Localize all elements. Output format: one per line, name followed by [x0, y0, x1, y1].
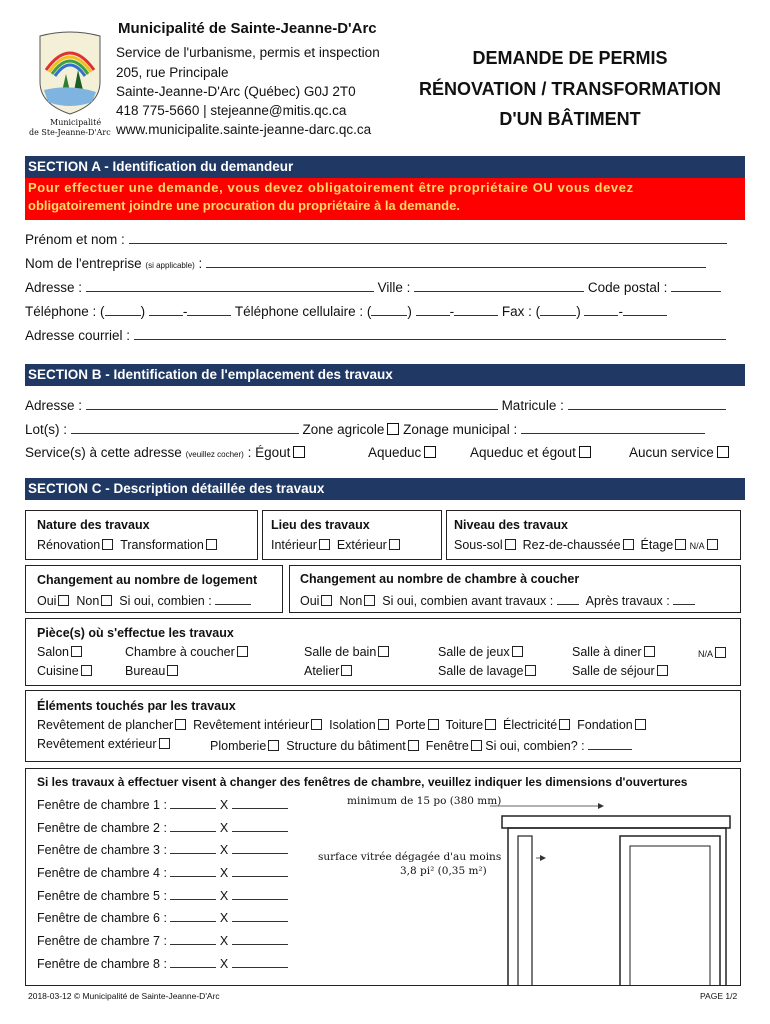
- adresse-b-label: Adresse :: [25, 398, 83, 413]
- fenetre-checkbox[interactable]: [471, 740, 482, 751]
- chambre-non-label: Non: [339, 594, 363, 608]
- egout-label: : Égout: [247, 445, 291, 460]
- entreprise-note: (si applicable): [145, 261, 195, 270]
- nature-options: [37, 538, 217, 552]
- salle-sejour-checkbox[interactable]: [657, 665, 668, 676]
- chambre-change-title: Changement au nombre de chambre à coucher: [300, 572, 580, 586]
- niveau-title: Niveau des travaux: [454, 518, 568, 532]
- telephone-input-1[interactable]: [149, 303, 183, 316]
- services-note: (veuillez cocher): [185, 450, 244, 459]
- logement-combien-label: Si oui, combien :: [119, 594, 212, 608]
- porte-checkbox[interactable]: [428, 719, 439, 730]
- zone-agricole-checkbox[interactable]: [387, 423, 399, 435]
- window-height-input[interactable]: [232, 796, 288, 809]
- window-width-input[interactable]: [170, 909, 216, 922]
- services-row: [25, 445, 305, 460]
- warning-line-2: obligatoirement joindre une procuration du propriétaire à la demande.: [28, 198, 460, 213]
- window-width-input[interactable]: [170, 819, 216, 832]
- logement-options: [37, 592, 251, 608]
- adresse-b-input[interactable]: [86, 397, 498, 410]
- window-x: X: [219, 820, 229, 835]
- form-title-3: D'UN BÂTIMENT: [499, 109, 641, 129]
- salle-diner-option: [572, 645, 655, 659]
- salon-label: Salon: [37, 645, 69, 659]
- window-height-input[interactable]: [232, 955, 288, 968]
- aqueduc-egout-option: [470, 445, 591, 460]
- pieces-na-checkbox[interactable]: [715, 647, 726, 658]
- address-line-1: 205, rue Principale: [116, 65, 229, 80]
- logement-title: Changement au nombre de logement: [37, 573, 258, 587]
- chambre-apres-label: Après travaux :: [585, 594, 670, 608]
- toiture-label: Toiture: [445, 718, 484, 732]
- aqueduc-checkbox[interactable]: [424, 446, 436, 458]
- isolation-label: Isolation: [329, 718, 376, 732]
- rev-exterieur-label: Revêtement extérieur: [37, 737, 157, 751]
- telephone-label: Téléphone : (: [25, 304, 105, 319]
- municipality-name: Municipalité de Sainte-Jeanne-D'Arc: [118, 20, 377, 37]
- aqueduc-label: Aqueduc: [368, 445, 422, 460]
- cuisine-option: [37, 664, 92, 678]
- rez-label: Rez-de-chaussée: [522, 538, 621, 552]
- window-diagram: [490, 796, 740, 986]
- structure-label: Structure du bâtiment: [286, 739, 406, 753]
- salle-bain-checkbox[interactable]: [378, 646, 389, 657]
- adresse-a-label: Adresse :: [25, 280, 83, 295]
- code-postal-input[interactable]: [671, 279, 721, 292]
- diagram-surface-label-1: surface vitrée dégagée d'au moins: [318, 851, 502, 863]
- matricule-input[interactable]: [568, 397, 726, 410]
- adresse-a-input[interactable]: [86, 279, 374, 292]
- isolation-checkbox[interactable]: [378, 719, 389, 730]
- fenetre-combien-label: Si oui, combien? :: [485, 739, 585, 753]
- window-row-label: Fenêtre de chambre 6 :: [37, 911, 167, 926]
- atelier-label: Atelier: [304, 664, 340, 678]
- aucun-service-label: Aucun service: [629, 445, 714, 460]
- logement-oui-checkbox[interactable]: [58, 595, 69, 606]
- municipal-logo: [30, 30, 110, 120]
- aqueduc-egout-checkbox[interactable]: [579, 446, 591, 458]
- interieur-checkbox[interactable]: [319, 539, 330, 550]
- salle-diner-checkbox[interactable]: [644, 646, 655, 657]
- rev-plancher-label: Revêtement de plancher: [37, 718, 174, 732]
- pieces-na-option: [698, 646, 726, 660]
- window-rows: [37, 796, 288, 978]
- window-x: X: [219, 866, 229, 881]
- toiture-checkbox[interactable]: [485, 719, 496, 730]
- service-name: Service de l'urbanisme, permis et inspection: [116, 45, 380, 60]
- entreprise-input[interactable]: [206, 255, 706, 268]
- logement-oui-label: Oui: [37, 594, 57, 608]
- rev-interieur-label: Revêtement intérieur: [193, 718, 310, 732]
- window-height-input[interactable]: [232, 841, 288, 854]
- sous-sol-checkbox[interactable]: [505, 539, 516, 550]
- window-height-input[interactable]: [232, 932, 288, 945]
- aqueduc-option: [368, 445, 436, 460]
- renovation-label: Rénovation: [37, 538, 101, 552]
- website-link[interactable]: www.municipalite.sainte-jeanne-darc.qc.ca: [116, 122, 372, 137]
- zonage-label: Zonage municipal :: [403, 422, 518, 437]
- fondation-checkbox[interactable]: [635, 719, 646, 730]
- fax-label: Fax : (: [501, 304, 541, 319]
- warning-banner: [25, 178, 745, 220]
- logo-caption-1: Municipalité: [50, 118, 102, 127]
- diagram-min-label: minimum de 15 po (380 mm): [347, 795, 502, 807]
- window-x: X: [219, 798, 229, 812]
- window-row-label: Fenêtre de chambre 3 :: [37, 843, 167, 858]
- window-row-label: Fenêtre de chambre 1 :: [37, 798, 167, 812]
- window-x: X: [219, 911, 229, 926]
- adresse-b-row: [25, 397, 726, 413]
- cuisine-label: Cuisine: [37, 664, 79, 678]
- page-number: PAGE 1/2: [700, 991, 738, 1001]
- salle-lavage-label: Salle de lavage: [438, 664, 524, 678]
- salle-lavage-checkbox[interactable]: [525, 665, 536, 676]
- chambre-change-options: [300, 592, 695, 608]
- salle-lavage-option: [438, 664, 536, 678]
- interieur-label: Intérieur: [271, 538, 317, 552]
- window-height-input[interactable]: [232, 864, 288, 877]
- plomberie-label: Plomberie: [210, 739, 267, 753]
- zone-agricole-label: Zone agricole: [302, 422, 385, 437]
- fenetre-combien-input[interactable]: [588, 737, 632, 750]
- window-row-label: Fenêtre de chambre 7 :: [37, 934, 167, 949]
- electricite-checkbox[interactable]: [559, 719, 570, 730]
- chambre-oui-checkbox[interactable]: [321, 595, 332, 606]
- lots-input[interactable]: [71, 421, 299, 434]
- plomberie-checkbox[interactable]: [268, 740, 279, 751]
- window-row-label: Fenêtre de chambre 5 :: [37, 888, 167, 903]
- window-height-input[interactable]: [232, 887, 288, 900]
- chambre-checkbox[interactable]: [237, 646, 248, 657]
- pieces-title: Pièce(s) où s'effectue les travaux: [37, 626, 234, 640]
- window-width-input[interactable]: [170, 955, 216, 968]
- lots-row: [25, 421, 705, 437]
- lieu-options: [271, 538, 400, 552]
- prenom-row: [25, 231, 727, 247]
- atelier-option: [304, 664, 352, 678]
- elements-row-2b: [210, 737, 632, 753]
- courriel-row: [25, 327, 726, 343]
- warning-line-1: Pour effectuer une demande, vous devez obligatoirement être propriétaire OU vous devez: [28, 180, 634, 195]
- chambre-non-checkbox[interactable]: [364, 595, 375, 606]
- entreprise-label: Nom de l'entreprise: [25, 256, 142, 271]
- renovation-checkbox[interactable]: [102, 539, 113, 550]
- chambre-option: [125, 645, 248, 659]
- code-postal-label: Code postal :: [587, 280, 668, 295]
- salle-jeux-option: [438, 645, 523, 659]
- cellulaire-input-1[interactable]: [416, 303, 450, 316]
- entreprise-row: Nom de l'entreprise (si applicable) :: [25, 255, 706, 271]
- salle-sejour-option: [572, 664, 668, 678]
- salle-diner-label: Salle à diner: [572, 645, 642, 659]
- form-title-2: RÉNOVATION / TRANSFORMATION: [419, 79, 721, 99]
- elements-row-1: [37, 718, 646, 732]
- electricite-label: Électricité: [502, 718, 558, 732]
- cellulaire-input-2[interactable]: [454, 303, 498, 316]
- window-width-input[interactable]: [170, 932, 216, 945]
- zonage-input[interactable]: [521, 421, 705, 434]
- salle-bain-label: Salle de bain: [304, 645, 377, 659]
- logement-combien-input[interactable]: [215, 592, 251, 605]
- transformation-checkbox[interactable]: [206, 539, 217, 550]
- egout-checkbox[interactable]: [293, 446, 305, 458]
- window-row: [37, 864, 288, 887]
- fondation-label: Fondation: [577, 718, 633, 732]
- pieces-na-label: N/A: [698, 649, 714, 659]
- window-width-input[interactable]: [170, 841, 216, 854]
- courriel-input[interactable]: [134, 327, 726, 340]
- salle-jeux-label: Salle de jeux: [438, 645, 510, 659]
- chambre-oui-label: Oui: [300, 594, 320, 608]
- cellulaire-area-input[interactable]: [371, 303, 407, 316]
- window-row: [37, 909, 288, 932]
- nature-title: Nature des travaux: [37, 518, 150, 532]
- ville-input[interactable]: [414, 279, 584, 292]
- niveau-options: [454, 538, 718, 552]
- telephone-area-input[interactable]: [105, 303, 141, 316]
- windows-title: Si les travaux à effectuer visent à changer des fenêtres de chambre, veuillez indiquer les dimensions d'ouvertures: [37, 775, 688, 789]
- rev-exterieur-checkbox[interactable]: [159, 738, 170, 749]
- window-x: X: [219, 888, 229, 903]
- window-row: [37, 819, 288, 842]
- section-b-header: SECTION B - Identification de l'emplacement des travaux: [25, 364, 745, 386]
- lieu-title: Lieu des travaux: [271, 518, 370, 532]
- logement-non-label: Non: [76, 594, 100, 608]
- salon-option: [37, 645, 82, 659]
- niveau-na-checkbox[interactable]: [707, 539, 718, 550]
- telephone-row: Téléphone : ( ) - Téléphone cellulaire : ( ) - Fax : ( ) -: [25, 303, 667, 319]
- etage-label: Étage: [640, 538, 674, 552]
- atelier-checkbox[interactable]: [341, 665, 352, 676]
- window-row: [37, 887, 288, 910]
- section-a-header: SECTION A - Identification du demandeur: [25, 156, 745, 178]
- cuisine-checkbox[interactable]: [81, 665, 92, 676]
- window-row: [37, 932, 288, 955]
- prenom-label: Prénom et nom :: [25, 232, 125, 247]
- exterieur-checkbox[interactable]: [389, 539, 400, 550]
- section-c-header: SECTION C - Description détaillée des travaux: [25, 478, 745, 500]
- window-row-label: Fenêtre de chambre 8 :: [37, 956, 167, 971]
- aucun-service-checkbox[interactable]: [717, 446, 729, 458]
- chambre-avant-label: Si oui, combien avant travaux :: [382, 594, 554, 608]
- window-row: [37, 841, 288, 864]
- logement-non-checkbox[interactable]: [101, 595, 112, 606]
- window-height-input[interactable]: [232, 909, 288, 922]
- window-row: [37, 955, 288, 978]
- courriel-label: Adresse courriel :: [25, 328, 131, 343]
- crest-icon: [30, 30, 110, 120]
- form-title-1: DEMANDE DE PERMIS: [472, 48, 668, 68]
- services-label: Service(s) à cette adresse: [25, 445, 182, 460]
- window-row-label: Fenêtre de chambre 2 :: [37, 820, 167, 835]
- bureau-option: [125, 664, 178, 678]
- aucun-service-option: [629, 445, 729, 460]
- chambre-apres-input[interactable]: [673, 592, 695, 605]
- lots-label: Lot(s) :: [25, 422, 68, 437]
- telephone-input-2[interactable]: [187, 303, 231, 316]
- window-x: X: [219, 843, 229, 858]
- prenom-input[interactable]: [129, 231, 727, 244]
- ville-label: Ville :: [377, 280, 411, 295]
- transformation-label: Transformation: [120, 538, 204, 552]
- rev-plancher-checkbox[interactable]: [175, 719, 186, 730]
- cellulaire-label: Téléphone cellulaire : (: [234, 304, 372, 319]
- sous-sol-label: Sous-sol: [454, 538, 503, 552]
- window-row-label: Fenêtre de chambre 4 :: [37, 866, 167, 881]
- rez-checkbox[interactable]: [623, 539, 634, 550]
- elements-row-2a: [37, 737, 170, 751]
- salon-checkbox[interactable]: [71, 646, 82, 657]
- fenetre-label: Fenêtre: [425, 739, 469, 753]
- structure-checkbox[interactable]: [408, 740, 419, 751]
- chambre-avant-input[interactable]: [557, 592, 579, 605]
- salle-sejour-label: Salle de séjour: [572, 664, 655, 678]
- contact-line: 418 775-5660 | stejeanne@mitis.qc.ca: [116, 103, 347, 118]
- window-width-input[interactable]: [170, 864, 216, 877]
- diagram-surface-label-2: 3,8 pi² (0,35 m²): [400, 865, 487, 877]
- window-x: X: [219, 956, 229, 971]
- window-height-input[interactable]: [232, 819, 288, 832]
- footer-copyright: 2018-03-12 © Municipalité de Sainte-Jeanne-D'Arc: [28, 991, 220, 1001]
- fax-input-1[interactable]: [584, 303, 618, 316]
- matricule-label: Matricule :: [501, 398, 564, 413]
- niveau-na-label: N/A: [689, 541, 705, 551]
- porte-label: Porte: [395, 718, 426, 732]
- etage-checkbox[interactable]: [675, 539, 686, 550]
- aqueduc-egout-label: Aqueduc et égout: [470, 445, 576, 460]
- exterieur-label: Extérieur: [336, 538, 387, 552]
- bureau-label: Bureau: [125, 664, 166, 678]
- fax-input-2[interactable]: [623, 303, 667, 316]
- salle-jeux-checkbox[interactable]: [512, 646, 523, 657]
- bureau-checkbox[interactable]: [167, 665, 178, 676]
- rev-interieur-checkbox[interactable]: [311, 719, 322, 730]
- window-width-input[interactable]: [170, 887, 216, 900]
- fax-area-input[interactable]: [540, 303, 576, 316]
- chambre-label: Chambre à coucher: [125, 645, 235, 659]
- window-width-input[interactable]: [170, 796, 216, 809]
- logo-caption-2: de Ste-Jeanne-D'Arc: [29, 128, 111, 137]
- salle-bain-option: [304, 645, 389, 659]
- window-x: X: [219, 934, 229, 949]
- adresse-a-row: [25, 279, 721, 295]
- window-row: [37, 796, 288, 819]
- elements-title: Éléments touchés par les travaux: [37, 699, 236, 713]
- address-line-2: Sainte-Jeanne-D'Arc (Québec) G0J 2T0: [116, 84, 356, 99]
